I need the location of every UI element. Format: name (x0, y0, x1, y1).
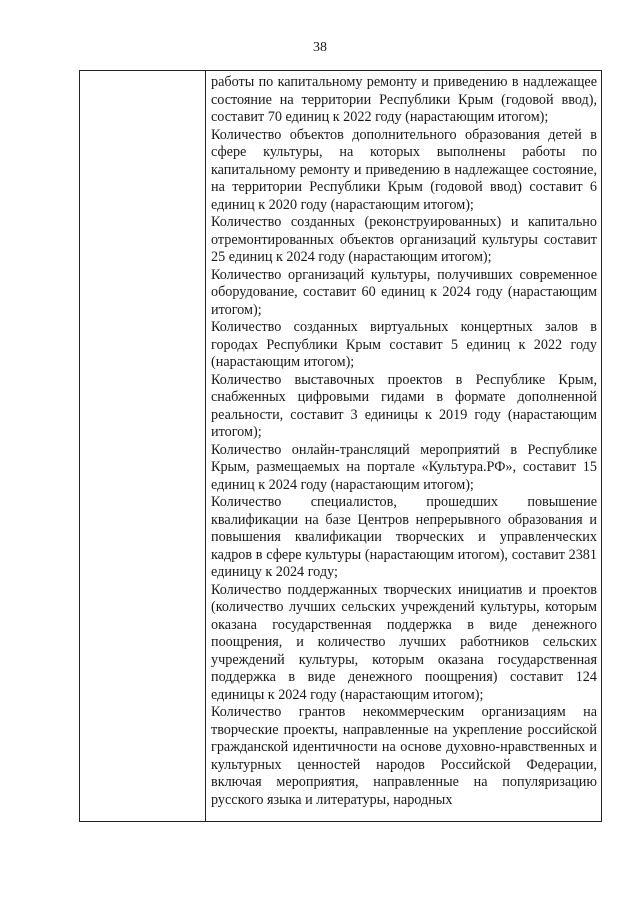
left-blank-cell (80, 71, 204, 821)
paragraph-virtual-concert-halls: Количество созданных виртуальных концертных залов в городах Республики Крым составит 5 единиц к 2022 году (нарастающим итогом); (211, 319, 597, 370)
paragraph-creative-initiatives: Количество поддержанных творческих инициатив и проектов (количество лучших сельских учреждений культуры, которым оказана государственная поддержка в виде денежного поощрения, и количество лучших работников сельских учреждений культуры, которым оказана государственная поддержка в виде денежного поощрения) составит 124 единицы к 2024 году (нарастающим итогом); (211, 581, 597, 703)
paragraph-capital-repair-continuation: работы по капитальному ремонту и приведению в надлежащее состояние на территории Республики Крым (годовой ввод), составит 70 единиц к 2022 году (нарастающим итогом); (211, 74, 597, 125)
paragraph-modern-equipment: Количество организаций культуры, получивших современное оборудование, составит 60 единиц к 2024 году (нарастающим итогом); (211, 266, 597, 318)
paragraph-grants-ngo: Количество грантов некоммерческим организациям на творческие проекты, направленные на укрепление российской гражданской идентичности на основе духовно-нравственных и культурных ценностей народов Российской Федерации, включая мероприятия, направленные на популяризацию русского языка и литературы, народных (211, 704, 597, 808)
paragraph-additional-education-objects: Количество объектов дополнительного образования детей в сфере культуры, на которых выполнены работы по капитальному ремонту и приведению в надлежащее состояние, на территории Республики Крым (годовой ввод) составит 6 единиц к 2020 году (нарастающим итогом); (211, 126, 597, 213)
paragraph-online-broadcasts: Количество онлайн-трансляций мероприятий в Республике Крым, размещаемых на портале «Культура.РФ», составит 15 единиц к 2024 году (нарастающим итогом); (211, 441, 597, 493)
paragraph-reconstructed-objects: Количество созданных (реконструированных) и капитально отремонтированных объектов организаций культуры составит 25 единиц к 2024 году (нарастающим итогом); (211, 214, 597, 265)
page-number: 38 (313, 40, 327, 55)
paragraph-exhibition-projects: Количество выставочных проектов в Республике Крым, снабженных цифровыми гидами в формате дополненной реальности, составит 3 единицы к 2019 году (нарастающим итогом); (211, 371, 597, 440)
paragraph-specialists-training: Количество специалистов, прошедших повышение квалификации на базе Центров непрерывного образования и повышения квалификации творческих и управленческих кадров в сфере культуры (нарастающим итогом), составит 2381 единицу к 2024 году; (211, 494, 597, 580)
column-divider (205, 70, 206, 822)
indicators-text-cell (211, 74, 597, 809)
